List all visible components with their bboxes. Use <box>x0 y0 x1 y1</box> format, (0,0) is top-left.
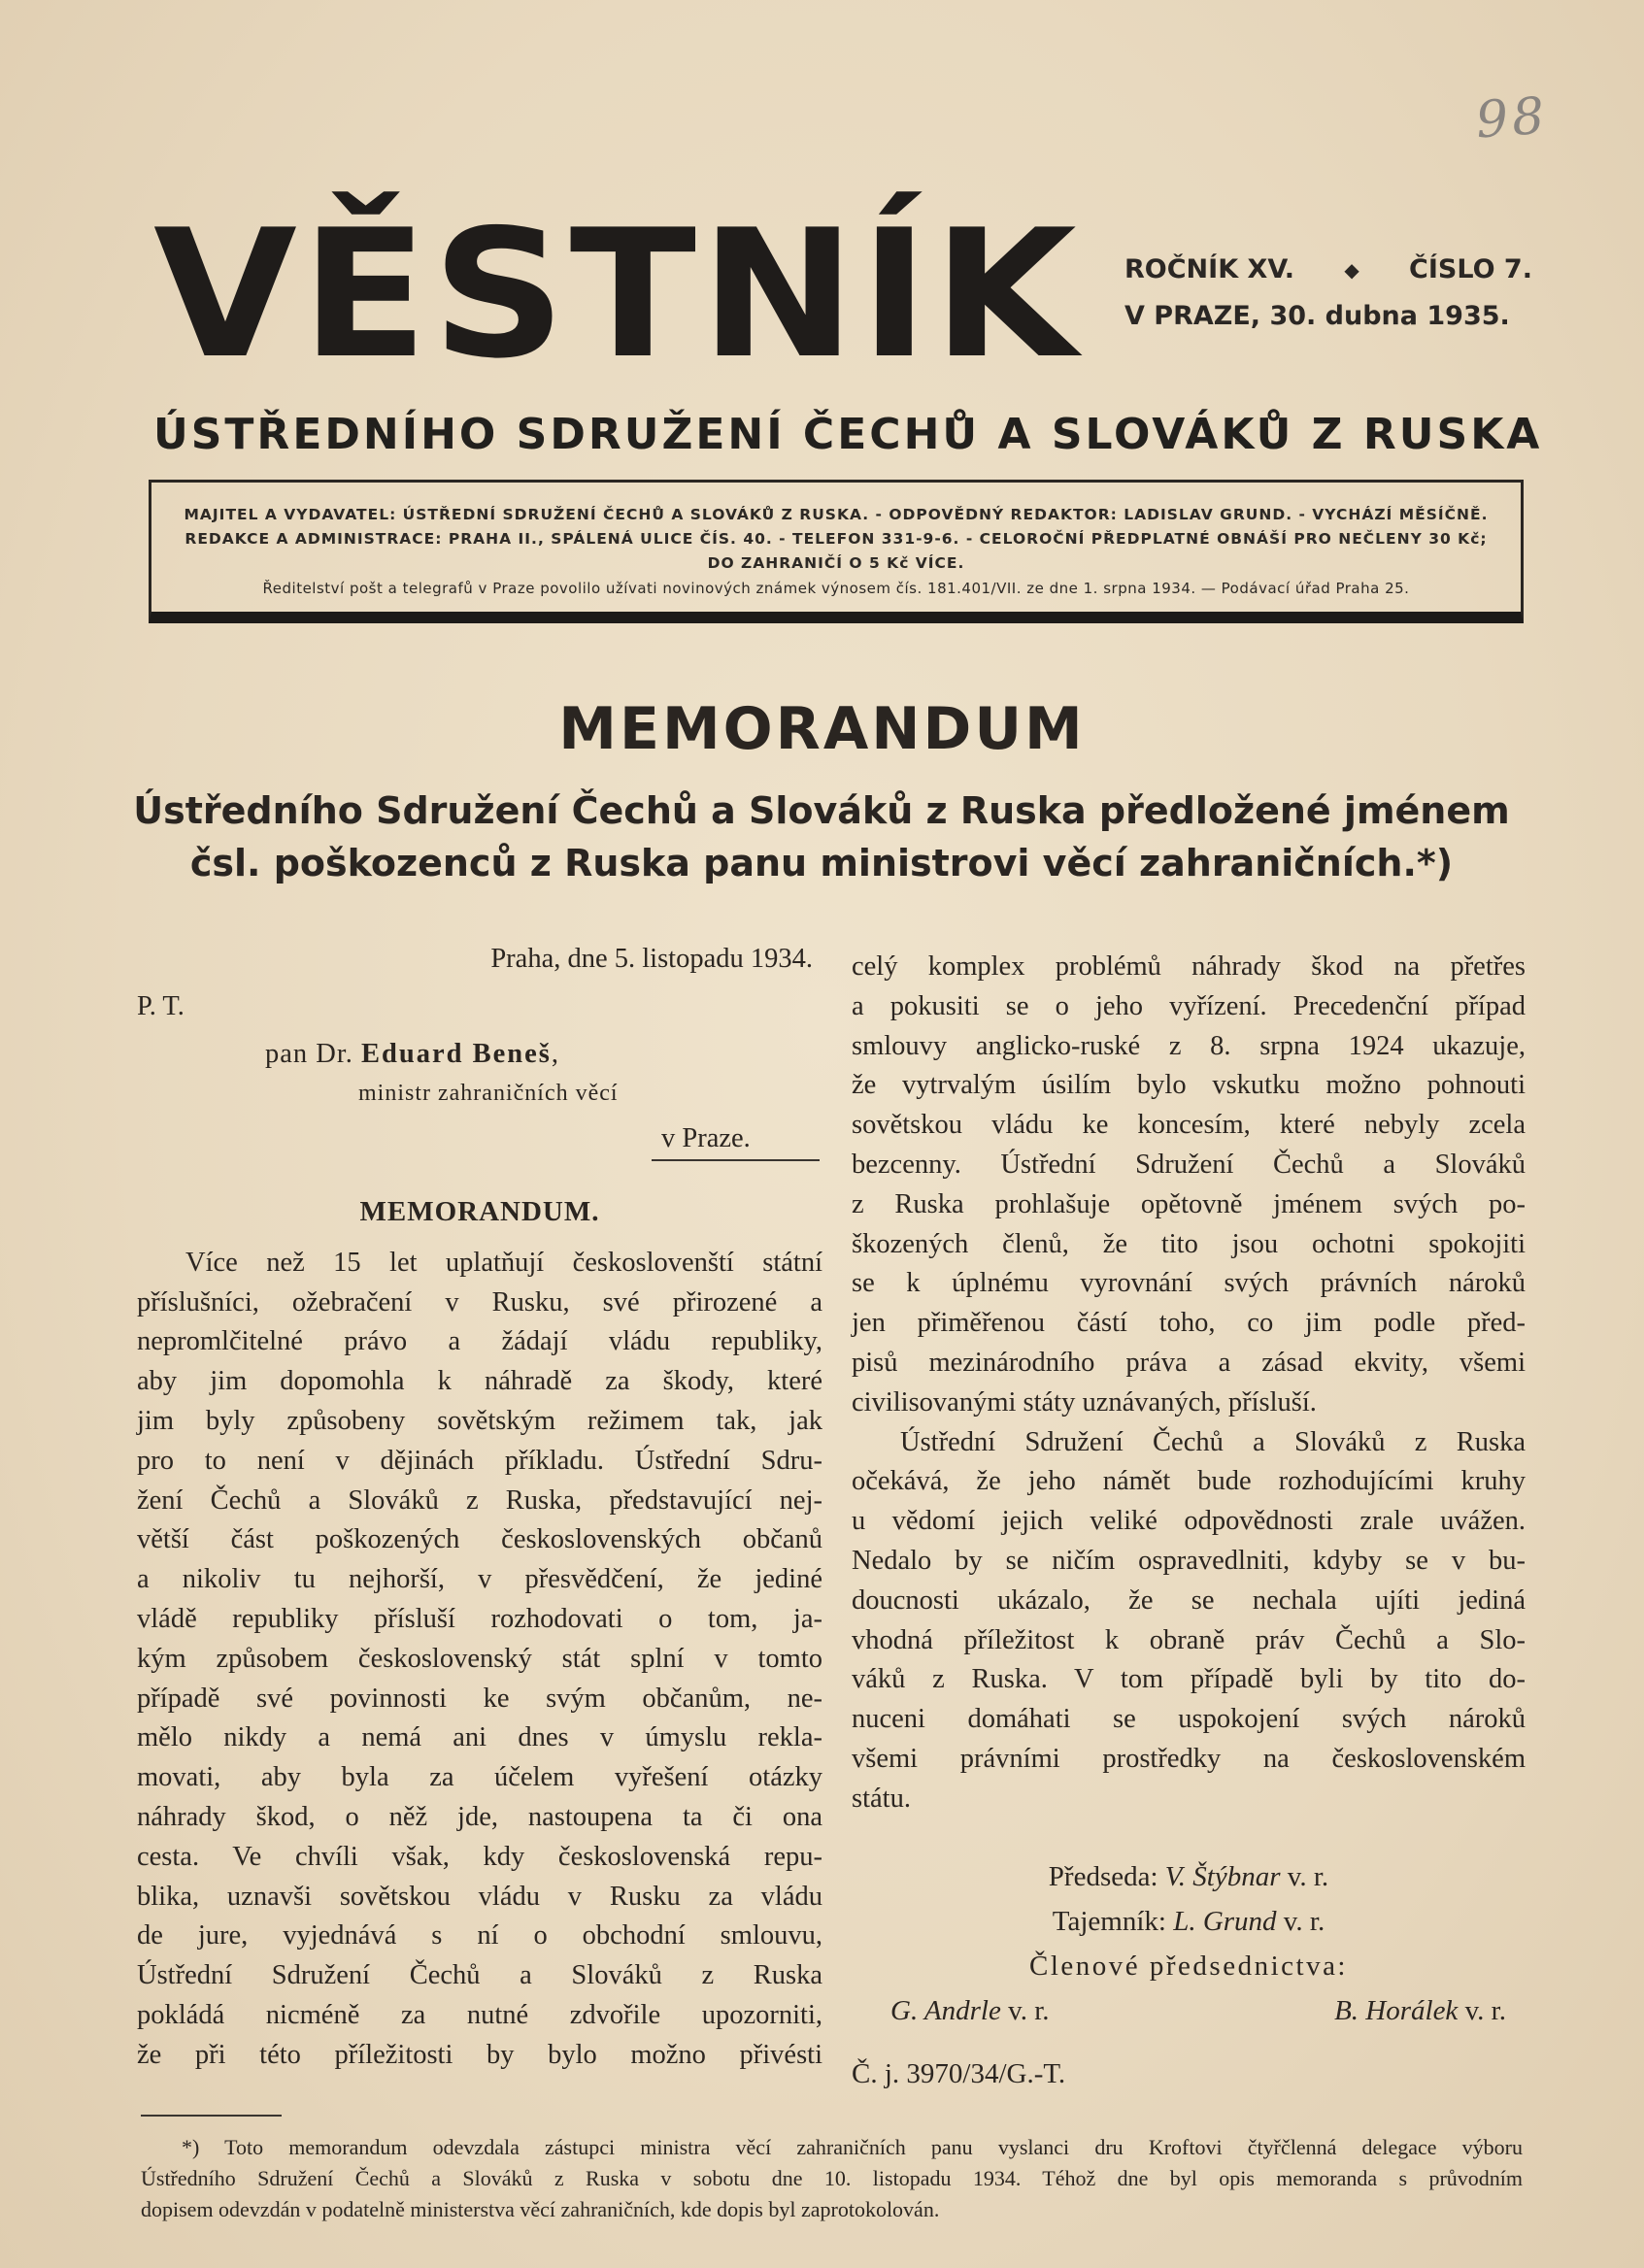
volume-label: ROČNÍK XV. <box>1124 254 1295 284</box>
body-line: smlouvy anglicko-ruské z 8. srpna 1924 ukazuje, <box>852 1030 1526 1061</box>
body-line: Více než 15 let uplatňují českoslovenští státní <box>185 1247 822 1278</box>
addressee-prefix: pan Dr. <box>265 1038 353 1069</box>
body-line: aby jim dopomohla k náhradě za škody, které <box>137 1366 822 1397</box>
right-column <box>852 948 1526 2093</box>
addressee-city: v Praze. <box>652 1119 820 1161</box>
body-line: jim byly způsobeny sovětským režimem tak, jak <box>137 1405 822 1436</box>
chair-suffix: v. r. <box>1287 1860 1329 1892</box>
body-line: movati, aby byla za účelem vyřešení otázky <box>137 1762 822 1793</box>
issue-date: V PRAZE, 30. dubna 1935. <box>1124 301 1510 331</box>
body-line: větší část poškozených československých občanů <box>137 1524 822 1555</box>
body-line: Ústřední Sdružení Čechů a Slováků z Ruska <box>900 1426 1526 1457</box>
body-line: jen přiměřenou částí toho, co jim podle před- <box>852 1308 1526 1339</box>
body-line: náhrady škod, o něž jde, nastoupena ta či ona <box>137 1801 822 1832</box>
article-title: MEMORANDUM <box>558 695 1086 763</box>
body-line: bezcenny. Ústřední Sdružení Čechů a Slováků <box>852 1149 1526 1180</box>
salutation: P. T. <box>137 990 185 1021</box>
masthead-subtitle: ÚSTŘEDNÍHO SDRUŽENÍ ČECHŮ A SLOVÁKŮ Z RUSKA <box>153 410 1543 459</box>
body-line: cesta. Ve chvíli však, kdy československá repu- <box>137 1841 822 1872</box>
body-line: že vytrvalým úsilím bylo vskutku možno pohnouti <box>852 1070 1526 1101</box>
chair-label: Předseda: <box>1048 1860 1158 1892</box>
body-line: vládě republiky přísluší rozhodovati o tom, ja- <box>137 1603 822 1634</box>
body-line: civilisovanými státy uznávaných, přísluší. <box>852 1386 1317 1418</box>
article-subtitle-line: Ústředního Sdružení Čechů a Slováků z Ruska předložené jménem <box>133 789 1510 832</box>
board-member <box>890 1988 1050 2033</box>
body-line: všemi právními prostředky na československém <box>852 1743 1526 1774</box>
body-line: žení Čechů a Slováků z Ruska, představující nej- <box>137 1484 822 1516</box>
member-name: G. Andrle <box>890 1994 1001 2026</box>
secretary-label: Tajemník: <box>1052 1905 1166 1937</box>
board-members <box>852 1988 1526 2033</box>
publisher-infobox <box>149 480 1524 623</box>
body-line: z Ruska prohlašuje opětovně jménem svých po- <box>852 1188 1526 1219</box>
body-line: a pokusiti se o jeho vyřízení. Precedenční případ <box>852 990 1526 1021</box>
infobox-line-4: Ředitelství pošt a telegrafů v Praze povolilo užívati novinových známek výnosem čís. 181.401/VII. ze dne 1. srpna 1934. — Podávací úřad Praha 25. <box>262 580 1410 597</box>
secretary-suffix: v. r. <box>1283 1905 1325 1937</box>
secretary-name: L. Grund <box>1173 1905 1277 1937</box>
board-label: Členové předsednictva: <box>1029 1950 1348 1982</box>
left-body <box>137 1244 822 2076</box>
right-paragraph-2 <box>852 1423 1526 1819</box>
addressee-title: ministr zahraničních věcí <box>358 1081 619 1107</box>
right-paragraph-1 <box>852 948 1526 1423</box>
body-line: kým způsobem československý stát splní v tomto <box>137 1643 822 1674</box>
footnote <box>141 2132 1523 2225</box>
board-member <box>1334 1988 1506 2033</box>
body-line: očekává, že jeho námět bude rozhodujícími kruhy <box>852 1466 1526 1497</box>
body-line: Nedalo by se ničím ospravedlniti, kdyby se v bu- <box>852 1545 1526 1576</box>
body-line: státu. <box>852 1783 911 1814</box>
body-line: pro to není v dějinách příkladu. Ústřední Sdru- <box>137 1445 822 1476</box>
body-line: sovětskou vládu ke koncesím, které nebyly zcela <box>852 1110 1526 1141</box>
body-line: u vědomí jejich veliké odpovědnosti zrale uvážen. <box>852 1506 1526 1537</box>
body-line: pokládá nicméně za nutné zdvořile upozorniti, <box>137 1999 822 2030</box>
body-line: příslušníci, ožebračení v Rusku, své přirozené a <box>137 1286 822 1317</box>
body-line: škozených členů, že tito jsou ochotni spokojiti <box>852 1228 1526 1259</box>
pencil-note: 98 <box>1473 86 1551 150</box>
body-line: vhodná příležitost k obraně práv Čechů a Slo- <box>852 1624 1526 1655</box>
infobox-line-3: DO ZAHRANIČÍ O 5 Kč VÍCE. <box>707 554 965 572</box>
addressee <box>137 1035 822 1075</box>
article-subtitle <box>117 784 1527 889</box>
body-line: de jure, vyjednává s ní o obchodní smlouvu, <box>137 1920 822 1951</box>
left-column <box>137 940 822 2076</box>
signature-chair <box>852 1854 1526 1899</box>
body-line: celý komplex problémů náhrady škod na přetřes <box>852 951 1526 982</box>
member-suffix: v. r. <box>1008 1994 1050 2026</box>
body-line: nuceni domáhati se uspokojení svých nároků <box>852 1704 1526 1735</box>
infobox-line-2: REDAKCE A ADMINISTRACE: PRAHA II., SPÁLENÁ ULICE ČÍS. 40. - TELEFON 331-9-6. - CELOROČNÍ PŘEDPLATNÉ OBNÁŠÍ PRO NEČLENY 30 Kč; <box>185 530 1488 548</box>
body-line: případě své povinnosti ke svým občanům, ne- <box>137 1683 822 1714</box>
footnote-line: dopisem odevzdán v podatelně ministerstva věcí zahraničních, kde dopis byl zaprotokolován. <box>141 2197 940 2221</box>
body-line: mělo nikdy a nemá ani dnes v úmyslu rekla- <box>137 1722 822 1753</box>
body-line: a nikoliv tu nejhorší, v přesvědčení, že jediné <box>137 1564 822 1595</box>
footnote-rule <box>141 2115 282 2117</box>
issue-info <box>1124 247 1532 340</box>
signatures <box>852 1854 1526 2094</box>
body-line: se k úplnému vyrovnání svých právních nároků <box>852 1268 1526 1299</box>
infobox-line-1: MAJITEL A VYDAVATEL: ÚSTŘEDNÍ SDRUŽENÍ ČECHŮ A SLOVÁKŮ Z RUSKA. - ODPOVĚDNÝ REDAKTOR: LADISLAV GRUND. - VYCHÁZÍ MĚSÍČNĚ. <box>184 506 1489 523</box>
member-suffix: v. r. <box>1464 1994 1506 2026</box>
issue-number: ČÍSLO 7. <box>1409 254 1532 284</box>
signature-secretary <box>852 1899 1526 1944</box>
place-date: Praha, dne 5. listopadu 1934. <box>490 944 813 974</box>
body-line: že při této příležitosti by bylo možno přivésti <box>137 2039 822 2070</box>
body-line: váků z Ruska. V tom případě byli by tito do- <box>852 1664 1526 1695</box>
body-line: blika, uznavši sovětskou vládu v Rusku za vládu <box>137 1881 822 1912</box>
addressee-suffix: , <box>551 1038 559 1069</box>
masthead-title: VĚSTNÍK <box>153 191 1081 397</box>
body-line: nepromlčitelné právo a žádají vládu republiky, <box>137 1326 822 1357</box>
diamond-separator-icon: ◆ <box>1344 258 1359 282</box>
body-line: pisů mezinárodního práva a zásad ekvity, všemi <box>852 1347 1526 1378</box>
body-line: Ústřední Sdružení Čechů a Slováků z Ruska <box>137 1960 822 1991</box>
footnote-line: Ústředního Sdružení Čechů a Slováků z Ruska v sobotu dne 10. listopadu 1934. Téhož dne byl opis memoranda s průvodním <box>141 2166 1523 2190</box>
article-subtitle-line: čsl. poškozenců z Ruska panu ministrovi věcí zahraničních.*) <box>189 842 1454 884</box>
member-name: B. Horálek <box>1334 1994 1459 2026</box>
reference-number: Č. j. 3970/34/G.-T. <box>852 2057 1066 2089</box>
body-line: doucnosti ukázalo, že se nechala ujíti jediná <box>852 1584 1526 1616</box>
addressee-name: Eduard Beneš <box>361 1038 552 1069</box>
chair-name: V. Štýbnar <box>1164 1860 1281 1892</box>
memorandum-heading: MEMORANDUM. <box>359 1195 600 1227</box>
footnote-line: *) Toto memorandum odevzdala zástupci ministra věcí zahraničních panu vyslanci dru Kroftovi čtyřčlenná delegace výboru <box>182 2135 1523 2159</box>
